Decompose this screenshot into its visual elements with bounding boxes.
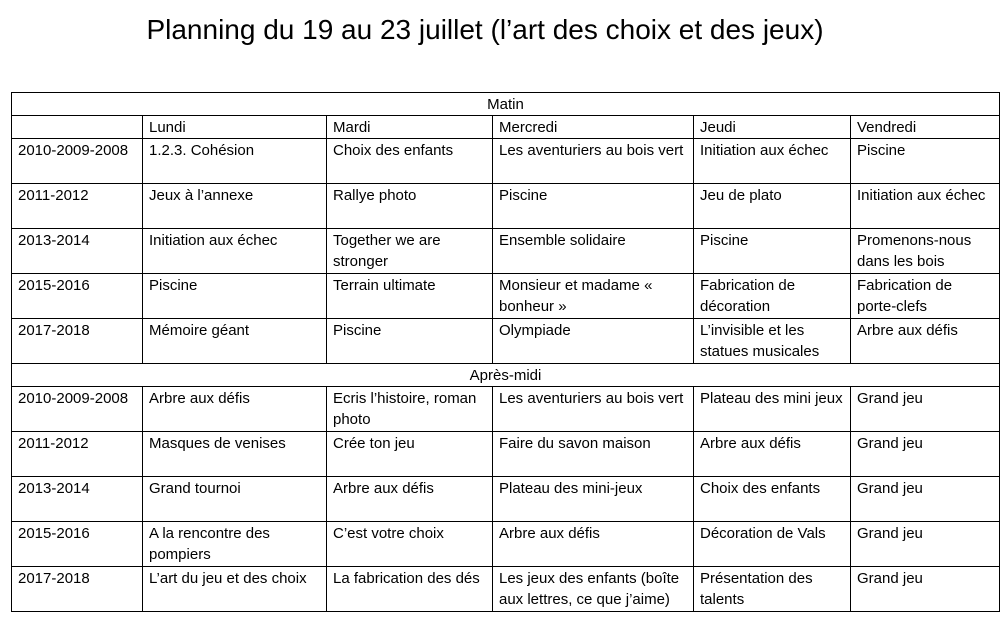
activity-cell: Choix des enfants [327,139,493,184]
table-row [12,319,1000,364]
activity-cell: Grand tournoi [143,477,327,522]
group-label-cell: 2013-2014 [12,477,143,522]
activity-cell: Grand jeu [851,477,1000,522]
group-label-cell: 2010-2009-2008 [12,139,143,184]
activity-cell: Piscine [327,319,493,364]
activity-cell: Arbre aux défis [143,387,327,432]
day-header-row [12,116,1000,139]
activity-cell: Arbre aux défis [851,319,1000,364]
activity-cell: Together we are stronger [327,229,493,274]
group-label-cell: 2017-2018 [12,319,143,364]
day-header-cell: Jeudi [694,116,851,139]
section-header-row [12,93,1000,116]
activity-cell: Masques de venises [143,432,327,477]
activity-cell: Plateau des mini jeux [694,387,851,432]
activity-cell: Fabrication de décoration [694,274,851,319]
activity-cell: Grand jeu [851,432,1000,477]
activity-cell: Plateau des mini-jeux [493,477,694,522]
activity-cell: Les aventuriers au bois vert [493,387,694,432]
activity-cell: Piscine [143,274,327,319]
corner-cell [12,116,143,139]
activity-cell: Piscine [493,184,694,229]
group-label-cell: 2017-2018 [12,567,143,612]
activity-cell: Initiation aux échec [143,229,327,274]
table-row [12,477,1000,522]
group-label-cell: 2015-2016 [12,274,143,319]
activity-cell: Ecris l’histoire, roman photo [327,387,493,432]
activity-cell: L’invisible et les statues musicales [694,319,851,364]
group-label-cell: 2015-2016 [12,522,143,567]
group-label-cell: 2010-2009-2008 [12,387,143,432]
activity-cell: Faire du savon maison [493,432,694,477]
table-row [12,274,1000,319]
activity-cell: Piscine [851,139,1000,184]
group-label-cell: 2013-2014 [12,229,143,274]
section-header-row [12,364,1000,387]
day-header-cell: Vendredi [851,116,1000,139]
section-label: Matin [12,93,1000,116]
table-row [12,432,1000,477]
activity-cell: A la rencontre des pompiers [143,522,327,567]
activity-cell: Grand jeu [851,387,1000,432]
activity-cell: Grand jeu [851,522,1000,567]
table-row [12,184,1000,229]
activity-cell: Initiation aux échec [851,184,1000,229]
activity-cell: Grand jeu [851,567,1000,612]
activity-cell: Ensemble solidaire [493,229,694,274]
activity-cell: Décoration de Vals [694,522,851,567]
activity-cell: Les aventuriers au bois vert [493,139,694,184]
activity-cell: Choix des enfants [694,477,851,522]
activity-cell: Fabrication de porte-clefs [851,274,1000,319]
activity-cell: Terrain ultimate [327,274,493,319]
table-row [12,229,1000,274]
table-row [12,567,1000,612]
activity-cell: Arbre aux défis [327,477,493,522]
activity-cell: Olympiade [493,319,694,364]
activity-cell: Jeux à l’annexe [143,184,327,229]
activity-cell: Les jeux des enfants (boîte aux lettres, ce que j’aime) [493,567,694,612]
day-header-cell: Lundi [143,116,327,139]
activity-cell: C’est votre choix [327,522,493,567]
activity-cell: Arbre aux défis [694,432,851,477]
day-header-cell: Mercredi [493,116,694,139]
activity-cell: Initiation aux échec [694,139,851,184]
activity-cell: Promenons-nous dans les bois [851,229,1000,274]
activity-cell: Monsieur et madame « bonheur » [493,274,694,319]
activity-cell: L’art du jeu et des choix [143,567,327,612]
activity-cell: Piscine [694,229,851,274]
activity-cell: Présentation des talents [694,567,851,612]
activity-cell: La fabrication des dés [327,567,493,612]
day-header-cell: Mardi [327,116,493,139]
activity-cell: Rallye photo [327,184,493,229]
planning-table [11,92,1000,612]
activity-cell: Arbre aux défis [493,522,694,567]
activity-cell: 1.2.3. Cohésion [143,139,327,184]
group-label-cell: 2011-2012 [12,184,143,229]
activity-cell: Crée ton jeu [327,432,493,477]
activity-cell: Jeu de plato [694,184,851,229]
section-label: Après-midi [12,364,1000,387]
table-row [12,522,1000,567]
table-row [12,139,1000,184]
table-row [12,387,1000,432]
page-title: Planning du 19 au 23 juillet (l’art des choix et des jeux) [146,14,824,45]
group-label-cell: 2011-2012 [12,432,143,477]
activity-cell: Mémoire géant [143,319,327,364]
